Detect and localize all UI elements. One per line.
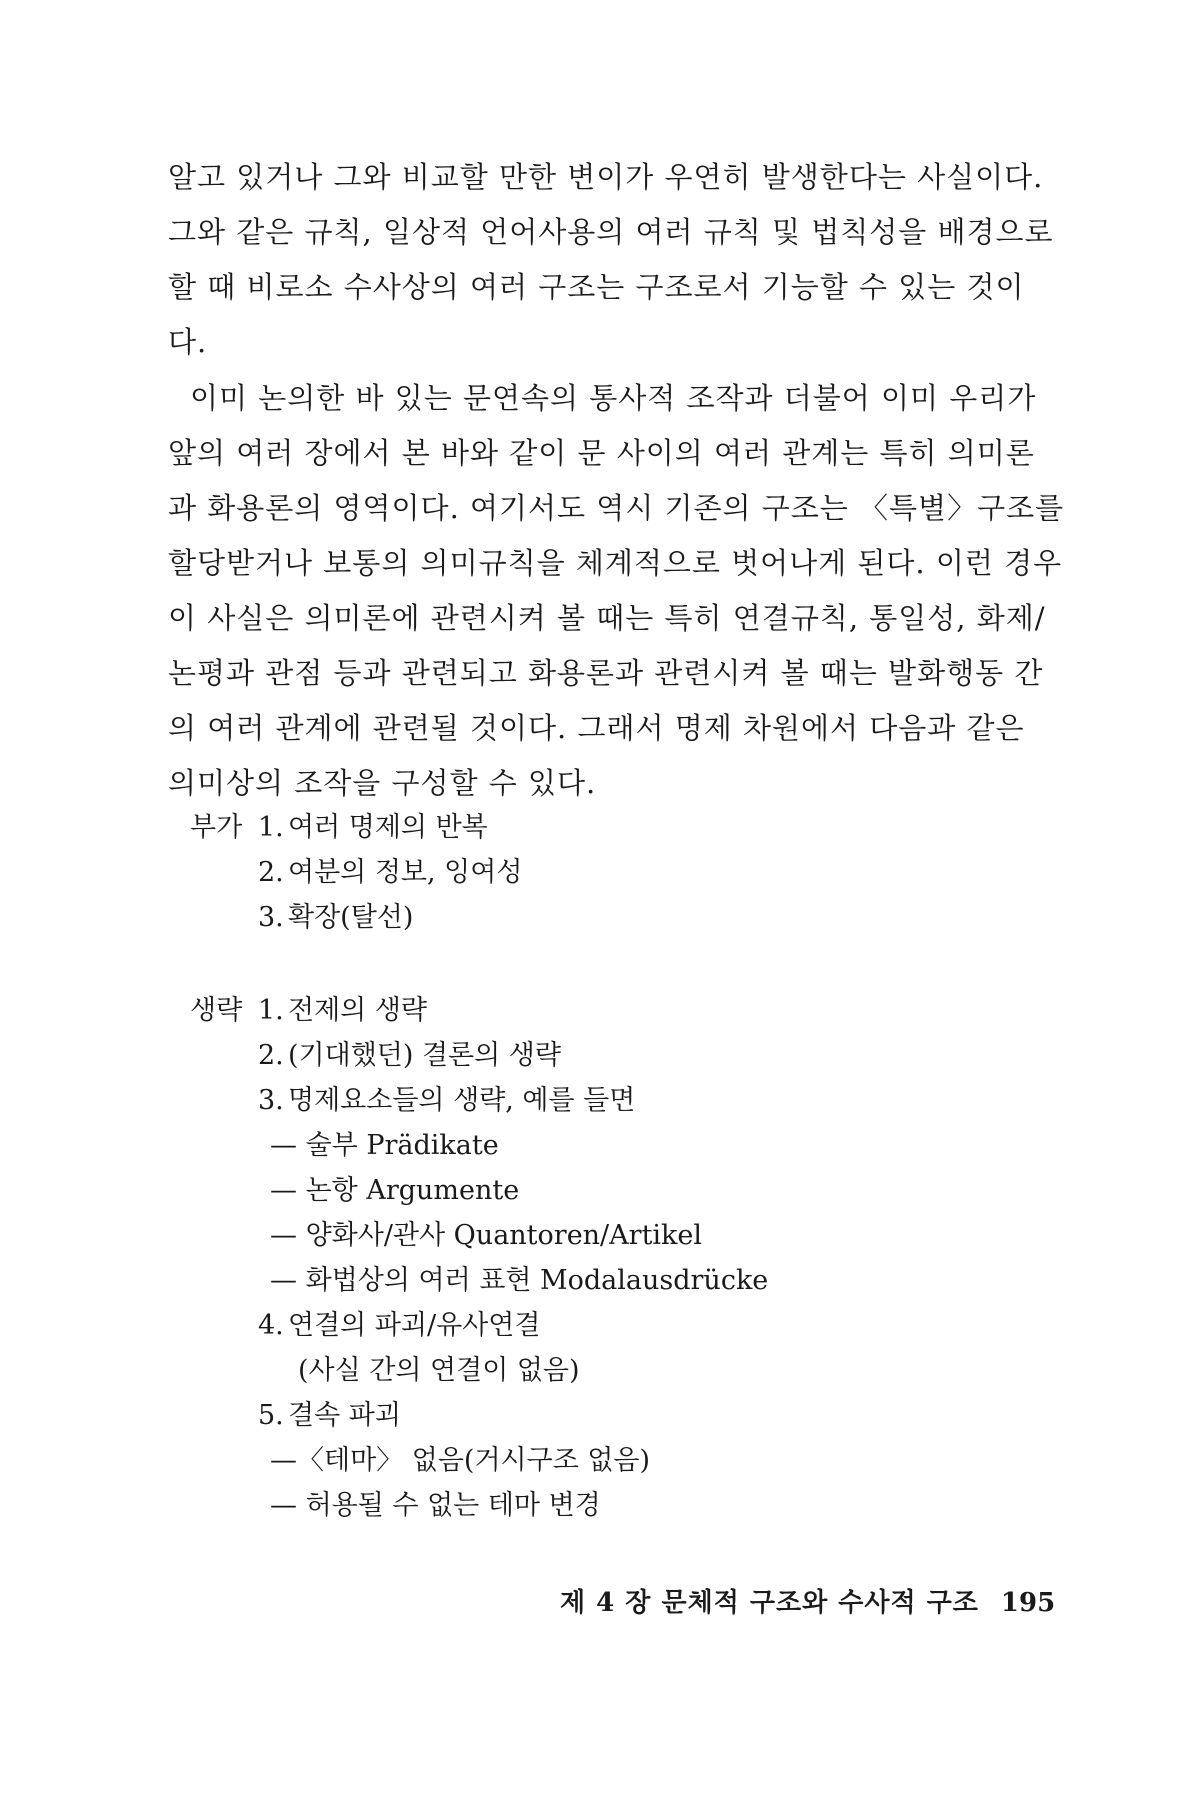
list-item — [258, 805, 488, 850]
list-subitem — [270, 1213, 702, 1258]
text-line: 알고 있거나 그와 비교할 만한 변이가 우연히 발생한다는 사실이다. — [168, 160, 1044, 194]
text-line: 과 화용론의 영역이다. 여기서도 역시 기존의 구조는 〈특별〉구조를 — [168, 491, 1065, 525]
omission-label: 생략 — [190, 995, 243, 1026]
item-number: 4. — [258, 1310, 284, 1341]
list-subitem — [270, 1258, 768, 1303]
addition-label: 부가 — [190, 812, 243, 843]
list-subitem — [298, 1348, 580, 1393]
item-number: 3. — [258, 902, 284, 933]
text-line: 그와 같은 규칙, 일상적 언어사용의 여러 규칙 및 법칙성을 배경으로 — [168, 215, 1054, 249]
list-subitem — [270, 1483, 601, 1528]
item-number: 1. — [258, 995, 284, 1026]
list-item — [258, 1078, 635, 1123]
item-text: — 허용될 수 없는 테마 변경 — [270, 1490, 601, 1521]
list-item — [258, 850, 522, 895]
running-title: 제 4 장 문체적 구조와 수사적 구조 — [560, 1588, 979, 1618]
text-line: 다. — [168, 325, 208, 359]
item-text: (기대했던) 결론의 생략 — [288, 1040, 561, 1071]
item-text: (사실 간의 연결이 없음) — [298, 1355, 580, 1386]
list-subitem — [270, 1168, 519, 1213]
text-line: 할당받거나 보통의 의미규칙을 체계적으로 벗어나게 된다. 이런 경우 — [168, 546, 1063, 580]
list-item — [258, 1303, 540, 1348]
item-number: 5. — [258, 1400, 284, 1431]
item-text: — 화법상의 여러 표현 Modalausdrücke — [270, 1265, 769, 1296]
text-line: 논평과 관점 등과 관련되고 화용론과 관련시켜 볼 때는 발화행동 간 — [168, 656, 1044, 690]
list-item — [258, 895, 413, 940]
page-number: 195 — [1000, 1588, 1056, 1618]
page-footer — [560, 1582, 1056, 1619]
item-text: — 논항 Argumente — [270, 1175, 520, 1206]
item-number: 2. — [258, 1040, 284, 1071]
omission-list — [190, 988, 990, 1528]
item-text: — 술부 Prädikate — [270, 1130, 499, 1161]
item-text: 여러 명제의 반복 — [288, 812, 488, 843]
text-line: 이 사실은 의미론에 관련시켜 볼 때는 특히 연결규칙, 통일성, 화제/ — [168, 601, 1046, 635]
item-text: — 양화사/관사 Quantoren/Artikel — [270, 1220, 703, 1251]
list-item — [258, 1033, 561, 1078]
item-text: 확장(탈선) — [288, 902, 414, 933]
item-text: —〈테마〉 없음(거시구조 없음) — [270, 1445, 651, 1476]
paragraph-1 — [168, 150, 1054, 370]
item-text: 여분의 정보, 잉여성 — [288, 857, 523, 888]
text-line: 의미상의 조작을 구성할 수 있다. — [168, 766, 597, 800]
paragraph-2 — [168, 371, 1065, 811]
item-text: 전제의 생략 — [288, 995, 427, 1026]
item-text: 결속 파괴 — [288, 1400, 401, 1431]
list-item — [258, 988, 427, 1033]
list-subitem — [270, 1438, 650, 1483]
text-line: 앞의 여러 장에서 본 바와 같이 문 사이의 여러 관계는 특히 의미론 — [168, 436, 1035, 470]
addition-list — [190, 805, 890, 945]
item-number: 2. — [258, 857, 284, 888]
item-text: 명제요소들의 생략, 예를 들면 — [288, 1085, 636, 1116]
text-line: 이미 논의한 바 있는 문연속의 통사적 조작과 더불어 이미 우리가 — [190, 381, 1037, 415]
item-number: 1. — [258, 812, 284, 843]
list-item — [258, 1393, 401, 1438]
text-line: 의 여러 관계에 관련될 것이다. 그래서 명제 차원에서 다음과 같은 — [168, 711, 1025, 745]
item-text: 연결의 파괴/유사연결 — [288, 1310, 541, 1341]
text-line: 할 때 비로소 수사상의 여러 구조는 구조로서 기능할 수 있는 것이 — [168, 270, 1025, 304]
item-number: 3. — [258, 1085, 284, 1116]
list-subitem — [270, 1123, 499, 1168]
